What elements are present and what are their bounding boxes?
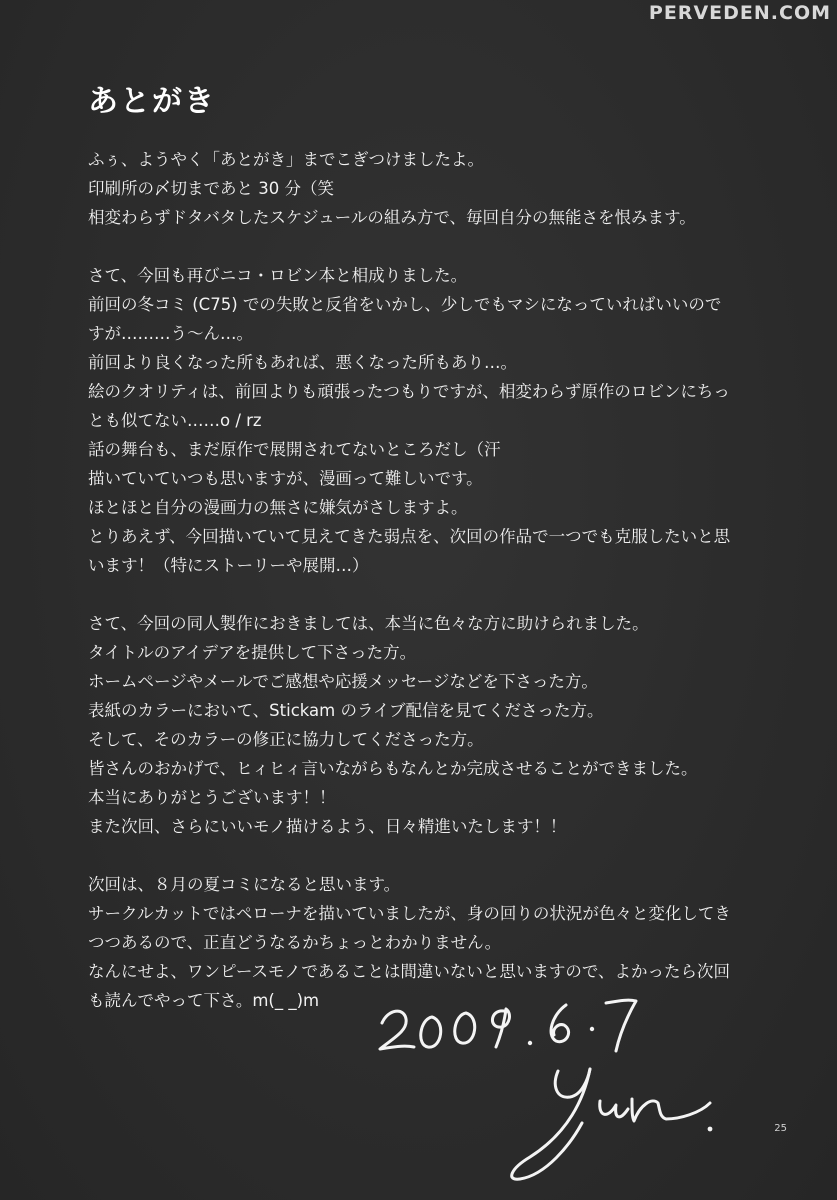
text-line: さて、今回も再びニコ・ロビン本と相成りました。: [88, 266, 468, 285]
handwritten-signature: [370, 995, 730, 1185]
paragraph-gap: [88, 232, 768, 261]
text-line: すが………う〜ん…。: [88, 324, 253, 343]
text-line: とりあえず、今回描いていて見えてきた弱点を、次回の作品で一つでも克服したいと思: [88, 527, 731, 546]
text-line: 印刷所の〆切まであと 30 分（笑: [88, 179, 334, 198]
text-line: 表紙のカラーにおいて、Stickam のライブ配信を見てくださった方。: [88, 701, 604, 720]
text-line: 相変わらずドタバタしたスケジュールの組み方で、毎回自分の無能さを恨みます。: [88, 208, 696, 227]
text-line: 本当にありがとうございます！！: [88, 788, 336, 807]
text-line: なんにせよ、ワンピースモノであることは間違いないと思いますので、よかったら次回: [88, 962, 731, 981]
text-line: タイトルのアイデアを提供して下さった方。: [88, 643, 417, 662]
text-line: ほとほと自分の漫画力の無さに嫌気がさしますよ。: [88, 498, 468, 517]
text-line: ふぅ、ようやく「あとがき」までこぎつけましたよ。: [88, 150, 484, 169]
page-title: あとがき: [88, 84, 216, 119]
text-line: 描いていていつも思いますが、漫画って難しいです。: [88, 469, 483, 488]
text-line: ホームページやメールでご感想や応援メッセージなどを下さった方。: [88, 672, 598, 691]
afterword-body: [88, 145, 768, 1015]
text-line: そして、そのカラーの修正に協力してくださった方。: [88, 730, 484, 749]
page-number: 25: [774, 1123, 787, 1134]
text-line: とも似てない……o / rz: [88, 411, 262, 430]
text-line: も読んでやって下さ。m(_ _)m: [88, 991, 320, 1010]
text-line: 前回の冬コミ (C75) での失敗と反省をいかし、少しでもマシになっていればいいので: [88, 295, 722, 314]
text-line: 次回は、８月の夏コミになると思います。: [88, 875, 401, 894]
text-line: また次回、さらにいいモノ描けるよう、日々精進いたします！！: [88, 817, 567, 836]
text-line: 絵のクオリティは、前回よりも頑張ったつもりですが、相変わらず原作のロビンにちっ: [88, 382, 730, 401]
text-line: います！（特にストーリーや展開…）: [88, 556, 369, 575]
text-line: 前回より良くなった所もあれば、悪くなった所もあり…。: [88, 353, 517, 372]
text-line: つつあるので、正直どうなるかちょっとわかりません。: [88, 933, 502, 952]
paragraph-gap: [88, 841, 768, 870]
paragraph-gap: [88, 580, 768, 609]
text-line: さて、今回の同人製作におきましては、本当に色々な方に助けられました。: [88, 614, 649, 633]
text-line: サークルカットではペローナを描いていましたが、身の回りの状況が色々と変化してき: [88, 904, 731, 923]
text-line: 話の舞台も、まだ原作で展開されてないところだし（汗: [88, 440, 501, 459]
text-line: 皆さんのおかげで、ヒィヒィ言いながらもなんとか完成させることができました。: [88, 759, 698, 778]
watermark: PERVEDEN.COM: [648, 2, 831, 24]
